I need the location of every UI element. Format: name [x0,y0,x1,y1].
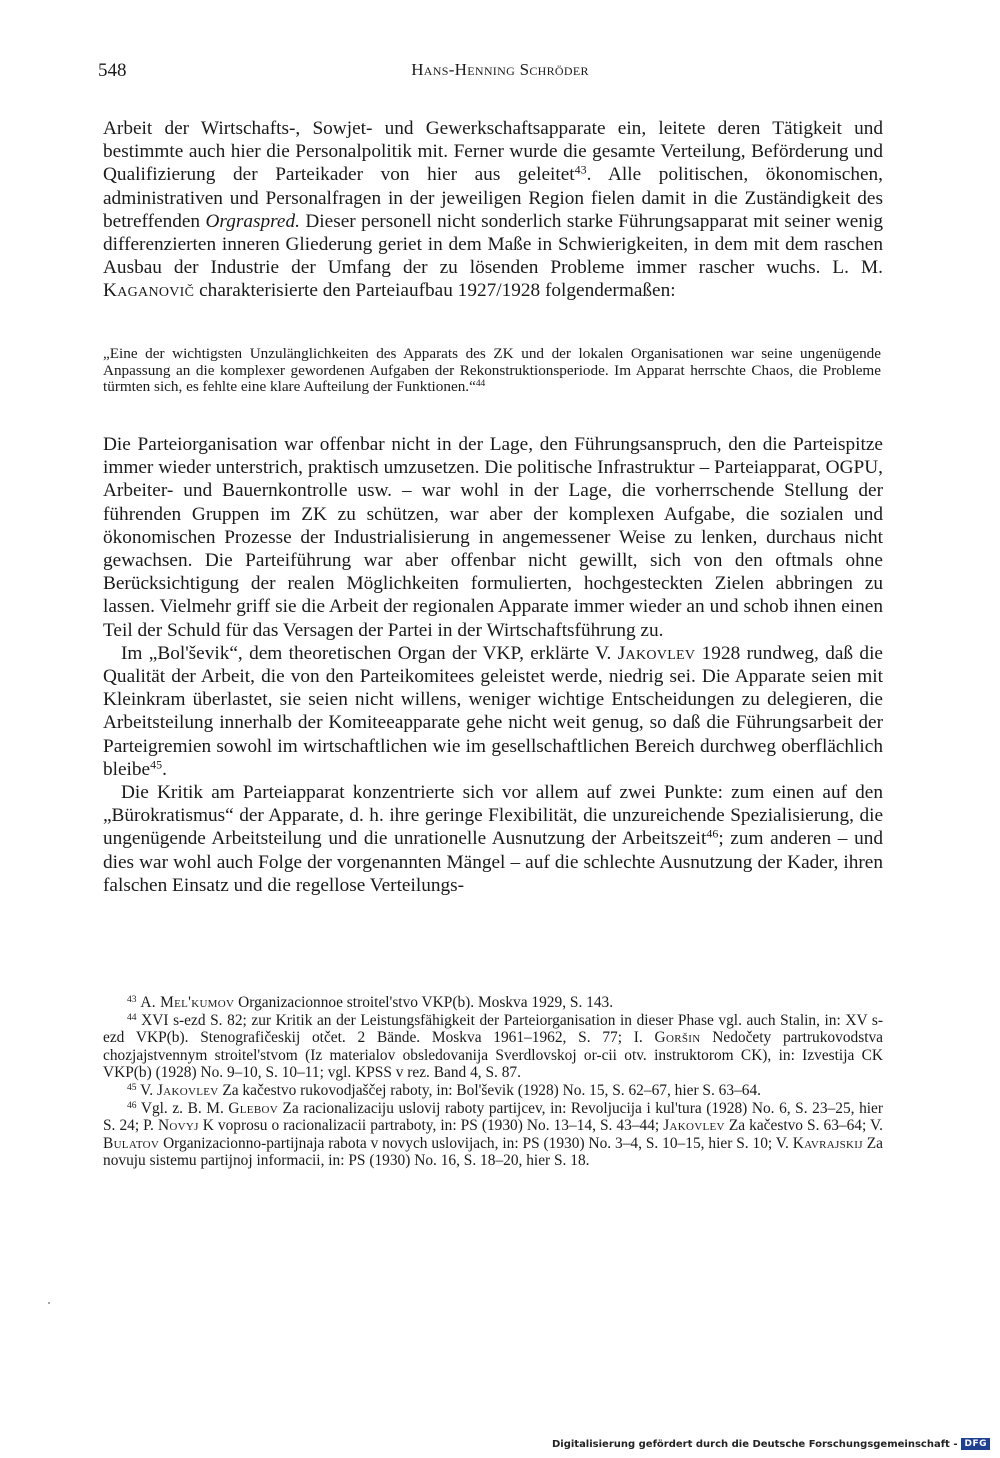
paragraph-2: Die Parteiorganisation war offenbar nicht in der Lage, den Führungsanspruch, den die Parteispitze immer wieder unterstrich, praktisch umzusetzen. Die politische Infrastruktur – Parteiapparat, OGPU, Arbeiter- und Bauernkontrolle usw. – war wohl in der Lage, die vorherrschende Stellung der führenden Gruppen im ZK zu schützen, war aber der komplexen Aufgabe, die sozialen und ökonomischen Prozesse der Industrialisierung in angemessener Weise zu lenken, durchaus nicht gewachsen. Die Parteiführung war aber offenbar nicht gewillt, sich von den oftmals ohne Berücksichtigung der realen Möglichkeiten formulierten, hochgesteckten Zielen abbringen zu lassen. Vielmehr griff sie die Arbeit der regionalen Apparate immer wieder an und schob ihnen einen Teil der Schuld für das Versagen der Partei in der Wirtschaftsführung zu. [103,434,883,641]
footnote-43: $^{43}$ A. Mel'kumov Organizacionnoe stroitel'stvo VKP(b). Moskva 1929, S. 143. [127,993,614,1011]
footnote-ref-44: 44 [475,379,486,390]
paragraph-1: Arbeit der Wirtschafts-, Sowjet- und Gewerkschaftsapparate ein, leitete deren Tätigkeit und bestimmte auch hier die Personalpolitik mit. Ferner wurde die gesamte Verteilung, Beförderung und Qualifizierung der Parteikader von hier aus geleitet$^{43}$. Alle politischen, ökonomischen, administrativen und Personalfragen in der jeweiligen Region fielen damit in die Zuständigkeit des betreffenden Orgraspred. Dieser personell nicht sonderlich starke Führungsapparat mit seiner wenig differenzierten inneren Gliederung geriet in dem Maße in Schwierigkeiten, in dem mit dem raschen Ausbau der Industrie der Umfang der zu lösenden Probleme immer rascher wuchs. L. M. Kaganovič charakterisierte den Parteiaufbau 1927/1928 folgendermaßen: [103,118,884,302]
main-text-body [103,433,883,897]
dfg-logo: DFG [961,1438,990,1450]
footnote-ref-43: 43 [574,162,587,177]
footnote-ref-46: 46 [706,826,719,841]
footnotes [103,994,883,1170]
paragraph-4: Die Kritik am Parteiapparat konzentrierte sich vor allem auf zwei Punkte: zum einen auf den „Bürokratismus“ der Apparate, d. h. ihre geringe Flexibilität, die unzureichende Spezialisierung, die ungenügende Arbeitsteilung und die unrationelle Ausnutzung der Arbeitszeit$^{46}$; zum anderen – und dies war wohl auch Folge der vorgenannten Mängel – auf die schlechte Ausnutzung der Kader, ihren falschen Einsatz und die regellose Verteilungs- [103,782,883,896]
footnote-44: $^{44}$ XVI s-ezd S. 82; zur Kritik an der Leistungsfähigkeit der Parteiorganisation in dieser Phase vgl. auch Stalin, in: XV s-ezd VKP(b). Stenografičeskij otčet. 2 Bände. Moskva 1961–1962, S. 77; I. Goršin Nedočety partrukovodstva chozjajstvennym stroitel'stvom (Iz materialov obsledovanija Sverdlovskoj or-cii otv. instruktorom CK), in: Izvestija CK VKP(b) (1928) No. 9–10, S. 10–11; vgl. KPSS v rez. Band 4, S. 87. [103,1011,884,1082]
block-quote: „Eine der wichtigsten Unzulänglichkeiten des Apparats des ZK und der lokalen Organisationen war seine ungenügende Anpassung an die komplexer gewordenen Aufgaben der Rekonstruktionsperiode. Im Apparat herrschte Chaos, die Probleme türmten sich, es fehlte eine klare Aufteilung der Funktionen.“$^{44}$ [103,345,881,396]
footnote-45: $^{45}$ V. Jakovlev Za kačestvo rukovodjaščej raboty, in: Bol'ševik (1928) No. 15, S. 62–67, hier S. 63–64. [127,1081,762,1099]
paragraph-3: Im „Bol'ševik“, dem theoretischen Organ der VKP, erklärte V. Jakovlev 1928 rundweg, daß die Qualität der Arbeit, die von den Parteikomitees geleistet werde, niedrig sei. Die Apparate seien mit Kleinkram überlastet, sie seien nicht willens, weniger wichtige Entscheidungen zu delegieren, die Arbeitsteilung innerhalb der Komiteeapparate gehe nicht weit genug, so daß die Führungsarbeit der Parteigremien sowohl im wirtschaftlichen wie im gesellschaftlichen Bereich durchweg oberflächlich bleibe$^{45}$. [103,642,883,780]
term-orgraspred: Orgraspred. [205,210,300,232]
digitization-notice [552,1438,990,1450]
scan-speck [48,1302,50,1304]
author-name: Jakovlev [617,642,696,664]
author-name: Kaganovič [103,280,195,302]
digitization-text: Digitalisierung gefördert durch die Deutsche Forschungsgemeinschaft - [551,1438,958,1450]
page-number: 548 [98,60,127,81]
main-text-top [103,117,883,303]
footnote-46: $^{46}$ Vgl. z. B. M. Glebov Za racionalizaciju uslovij raboty partijcev, in: Revoljucija i kul'tura (1928) No. 6, S. 23–25, hier S. 24; P. Novyj K voprosu o racionalizacii partraboty, in: PS (1930) No. 13–14, S. 43–44; Jakovlev Za kačestvo S. 63–64; V. Bulatov Organizacionno-partijnaja rabota v novych uslovijach, in: PS (1930) No. 3–4, S. 10–15, hier S. 10; V. Kavrajskij Za novuju sistemu partijnoj informacii, in: PS (1930) No. 16, S. 18–20, hier S. 18. [103,1099,883,1170]
footnote-ref-45: 45 [150,757,163,772]
running-head-author: Hans-Henning Schröder [411,60,589,79]
